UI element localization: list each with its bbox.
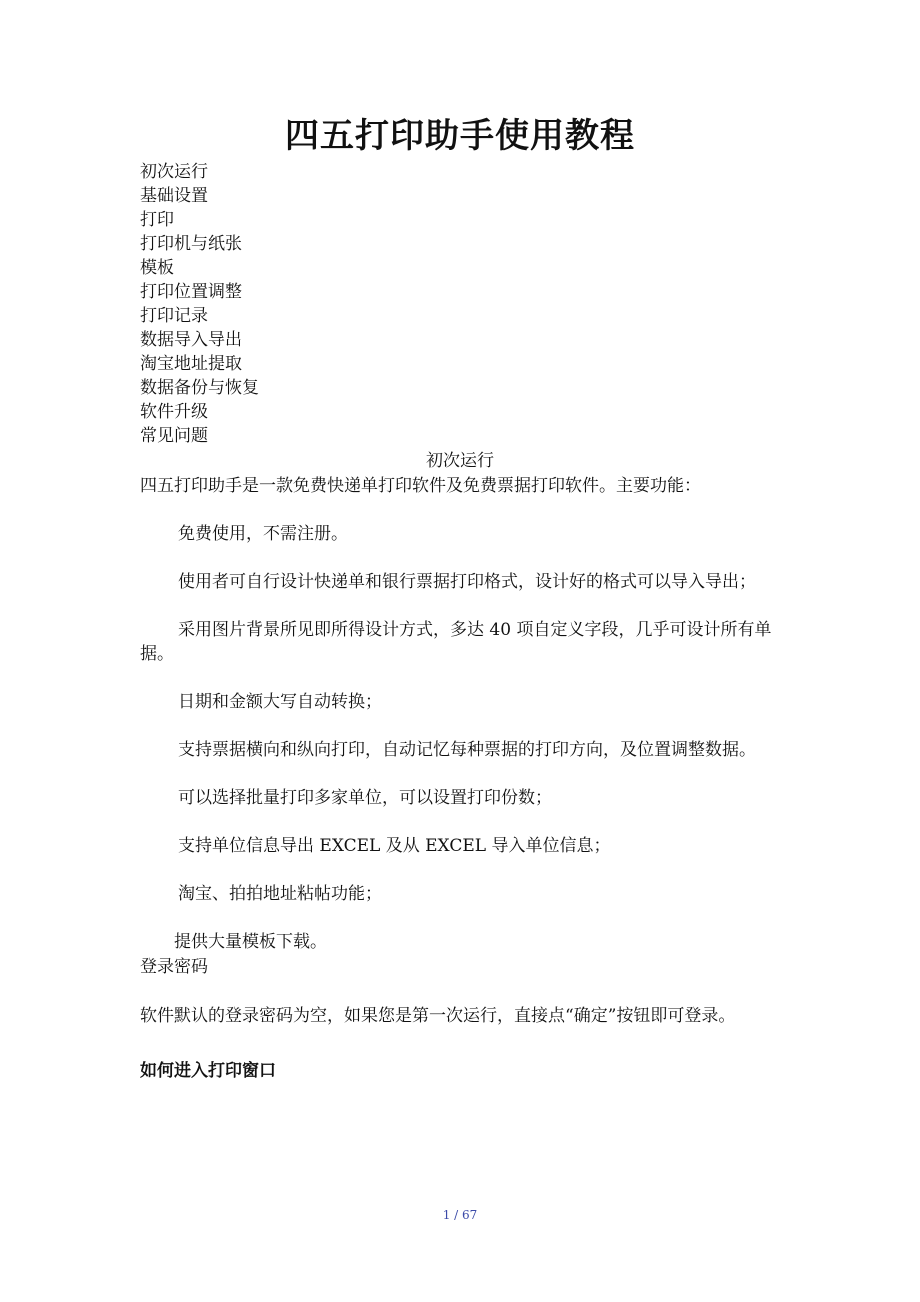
feature-item: 免费使用，不需注册。 xyxy=(178,524,348,544)
login-heading: 登录密码 xyxy=(140,957,208,977)
feature-item: 使用者可自行设计快递单和银行票据打印格式，设计好的格式可以导入导出； xyxy=(178,572,756,592)
table-of-contents xyxy=(140,160,259,448)
toc-item[interactable]: 打印机与纸张 xyxy=(140,234,242,254)
feature-item: 淘宝、拍拍地址粘帖功能； xyxy=(178,884,382,904)
howto-heading: 如何进入打印窗口 xyxy=(140,1061,276,1081)
page-number: 1 / 67 xyxy=(442,1208,478,1222)
feature-item: 采用图片背景所见即所得设计方式，多达 40 项自定义字段，几乎可设计所有单据。 xyxy=(140,620,772,664)
toc-item[interactable]: 数据导入导出 xyxy=(140,330,242,350)
intro-paragraph: 四五打印助手是一款免费快递单打印软件及免费票据打印软件。主要功能： xyxy=(140,476,701,496)
toc-item[interactable]: 数据备份与恢复 xyxy=(140,378,259,398)
feature-item: 日期和金额大写自动转换； xyxy=(178,692,382,712)
toc-item[interactable]: 常见问题 xyxy=(140,426,208,446)
document-title: 四五打印助手使用教程 xyxy=(285,116,635,156)
toc-item[interactable]: 淘宝地址提取 xyxy=(140,354,242,374)
toc-item[interactable]: 软件升级 xyxy=(140,402,208,422)
feature-item: 支持票据横向和纵向打印，自动记忆每种票据的打印方向，及位置调整数据。 xyxy=(178,740,756,760)
feature-item: 可以选择批量打印多家单位，可以设置打印份数； xyxy=(178,788,552,808)
toc-item[interactable]: 模板 xyxy=(140,258,174,278)
login-paragraph: 软件默认的登录密码为空，如果您是第一次运行，直接点“确定”按钮即可登录。 xyxy=(140,1006,736,1026)
section-heading: 初次运行 xyxy=(426,451,494,471)
toc-item[interactable]: 初次运行 xyxy=(140,162,208,182)
feature-item: 提供大量模板下载。 xyxy=(174,932,327,952)
toc-item[interactable]: 打印 xyxy=(140,210,174,230)
toc-item[interactable]: 打印记录 xyxy=(140,306,208,326)
toc-item[interactable]: 基础设置 xyxy=(140,186,208,206)
toc-item[interactable]: 打印位置调整 xyxy=(140,282,242,302)
feature-item: 支持单位信息导出 EXCEL 及从 EXCEL 导入单位信息； xyxy=(178,836,611,856)
